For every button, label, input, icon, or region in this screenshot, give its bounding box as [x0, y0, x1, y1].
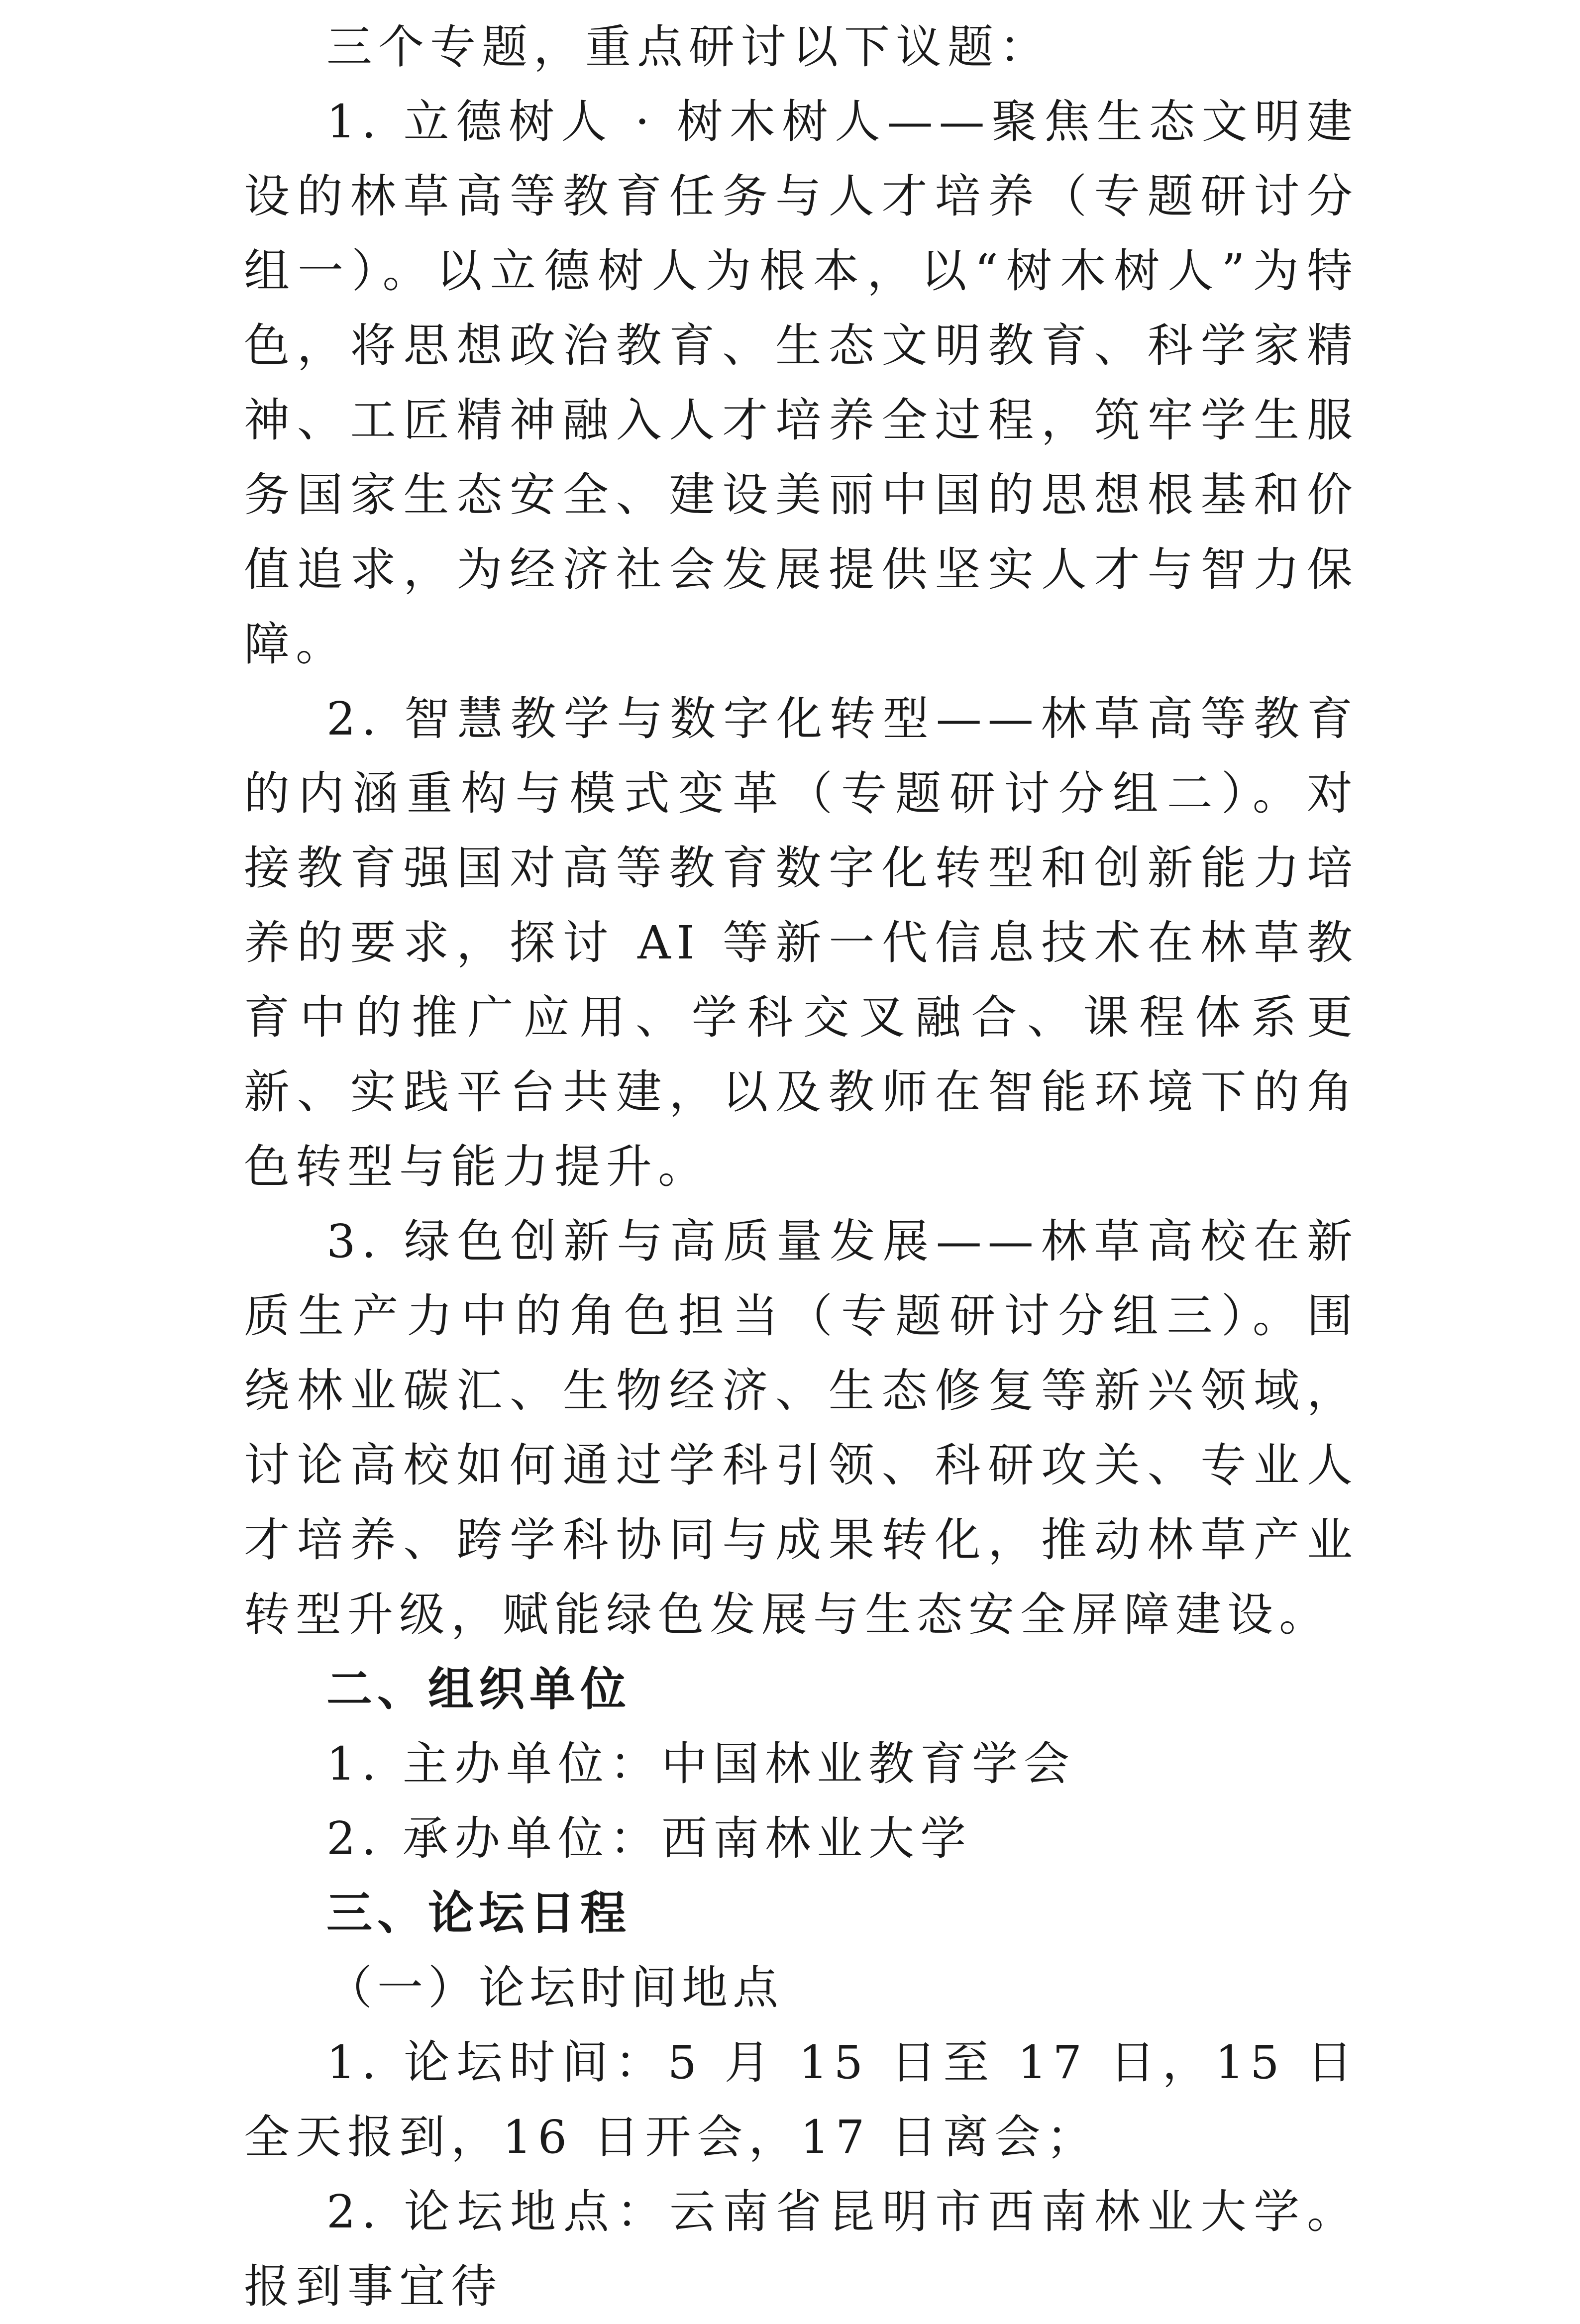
topic-2-paragraph: 2. 智慧教学与数字化转型——林草高等教育的内涵重构与模式变革（专题研讨分组二）。对接教育强国对高等教育数字化转型和创新能力培养的要求，探讨 AI 等新一代信息技术在林草教育中的推广应用、学科交叉融合、课程体系更新、实践平台共建，以及教师在智能环境下的角色转型与能力提升。	[244, 692, 1359, 1193]
time-paragraph: 1. 论坛时间：5 月 15 日至 17 日，15 日全天报到，16 日开会，17 日离会；	[244, 2036, 1359, 2164]
section-2-heading: 二、组织单位	[326, 1663, 632, 1716]
topic-3-paragraph: 3. 绿色创新与高质量发展——林草高校在新质生产力中的角色担当（专题研讨分组三）。围绕林业碳汇、生物经济、生态修复等新兴领域，讨论高校如何通过学科引领、科研攻关、专业人才培养、跨学科协同与成果转化，推动林草产业转型升级，赋能绿色发展与生态安全屏障建设。	[244, 1215, 1359, 1641]
host-line: 2. 承办单位：西南林业大学	[326, 1812, 972, 1865]
document-body	[244, 10, 1359, 2324]
section-3-heading: 三、论坛日程	[326, 1887, 632, 1940]
venue-paragraph: 2. 论坛地点：云南省昆明市西南林业大学。报到事宜待	[244, 2185, 1359, 2313]
organizer-line: 1. 主办单位：中国林业教育学会	[326, 1737, 1076, 1791]
intro-paragraph: 三个专题，重点研讨以下议题：	[326, 20, 1052, 74]
subsection-1-heading: （一）论坛时间地点	[326, 1961, 784, 2014]
topic-1-paragraph: 1. 立德树人 · 树木树人——聚焦生态文明建设的林草高等教育任务与人才培养（专题研讨分组一）。以立德树人为根本，以“树木树人”为特色，将思想政治教育、生态文明教育、科学家精神、工匠精神融入人才培养全过程，筑牢学生服务国家生态安全、建设美丽中国的思想根基和价值追求，为经济社会发展提供坚实人才与智力保障。	[244, 95, 1359, 671]
